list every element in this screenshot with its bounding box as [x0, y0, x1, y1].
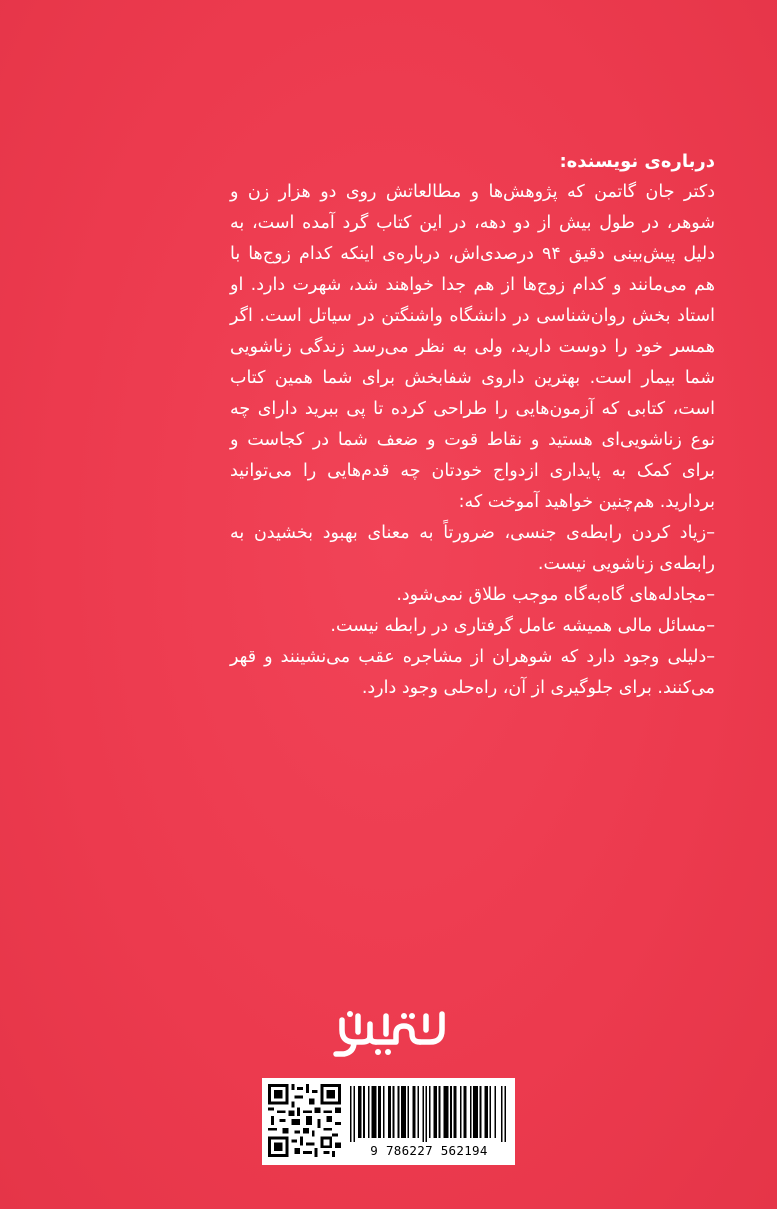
- section-heading: درباره‌ی نویسنده:: [559, 151, 715, 172]
- barcode-icon: [350, 1086, 506, 1142]
- author-description: دکتر جان گاتمن که پژوهش‌ها و مطالعاتش روی دو هزار زن و شوهر، در طول بیش از دو دهه، در این کتاب گرد آمده است، به دلیل پیش‌بینی دقیق ۹۴ درصدی‌اش، درباره‌ی اینکه کدام زوج‌ها با هم می‌مانند و کدام زوج‌ها از هم جدا خواهند شد، شهرت دارد. او استاد بخش روان‌شناسی در دانشگاه واشنگتن در سیاتل است. اگر همسر خود را دوست دارید، ولی به نظر می‌رسد زندگی زناشویی شما بیمار است. بهترین داروی شفابخش برای شما همین کتاب است، کتابی که آزمون‌هایی را طراحی کرده تا پی ببرید دارای چه نوع زناشویی‌ای هستید و نقاط قوت و ضعف شما در کجاست و برای کمک به پایداری ازدواج خودتان چه قدم‌هایی را می‌توانید بردارید. هم‌چنین خواهید آموخت که:: [230, 182, 715, 512]
- about-author-section: [230, 146, 715, 704]
- list-item: –دلیلی وجود دارد که شوهران از مشاجره عقب می‌نشینند و قهر می‌کنند. برای جلوگیری از آن، راه‌حلی وجود دارد.: [230, 647, 715, 698]
- list-item: –مجادله‌های گاه‌به‌گاه موجب طلاق نمی‌شود.: [396, 585, 715, 605]
- publisher-logo: [330, 1008, 448, 1060]
- isbn-number: 9 786227 562194: [370, 1143, 488, 1158]
- list-item: –مسائل مالی همیشه عامل گرفتاری در رابطه نیست.: [330, 616, 715, 636]
- isbn-barcode-panel: [262, 1078, 515, 1165]
- list-item: –زیاد کردن رابطه‌ی جنسی، ضرورتاً به معنای بهبود بخشیدن به رابطه‌ی زناشویی نیست.: [230, 523, 715, 574]
- qr-code-icon: [268, 1084, 341, 1157]
- key-points-list: [230, 518, 715, 704]
